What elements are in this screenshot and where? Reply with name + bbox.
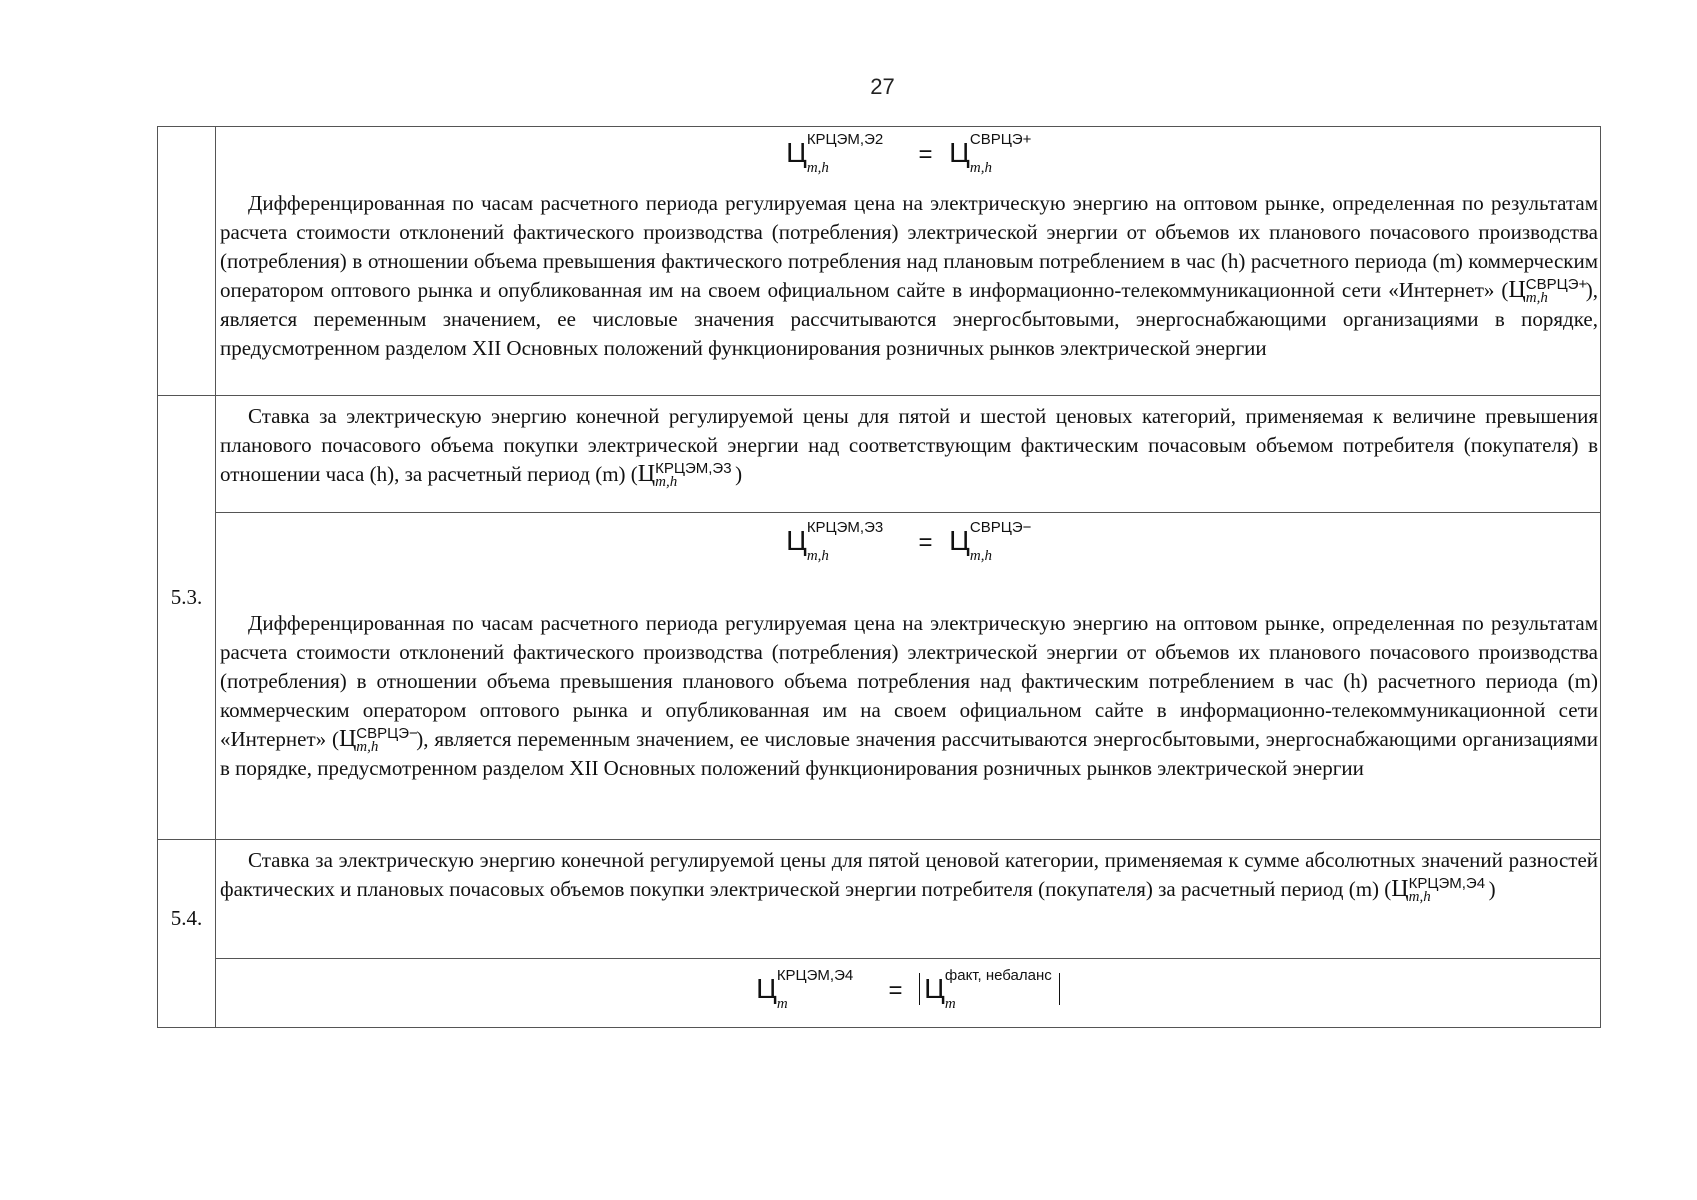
paragraph: Дифференцированная по часам расчетного периода регулируемая цена на электрическую энергию на оптовом рынке, определенная по результатам расчета стоимости отклонений фактического производства (потребления) электрической энергии от объемов их планового почасового производства (потребления) в отношении объема превышения планового объема потребления над фактическим потреблением в час (h) расчетного периода (m) коммерческим оператором оптового рынка и опубликованная им на своем официальном сайте в информационно-телекоммуникационной сети «Интернет» (Ц СВРЦЭ− m,h ), является переменным значением, ее числовые значения рассчитываются энергосбытовыми, энергоснабжающими организациями в порядке, предусмотренном разделом XII Основных положений функционирования розничных рынков электрической энергии <box>220 611 1598 780</box>
row-number-cell <box>158 127 216 396</box>
formula <box>216 959 1600 1012</box>
regulation-table <box>157 126 1601 1028</box>
content-cell <box>216 127 1601 396</box>
formula-left-symbol: Ц КРЦЭМ,Э4 m <box>756 967 854 1012</box>
formula-left-symbol: Ц КРЦЭМ,Э2 m,h <box>786 131 884 176</box>
formula <box>216 127 1600 176</box>
formula <box>216 513 1600 564</box>
formula-right-symbol: Ц СВРЦЭ− m,h <box>949 519 1032 564</box>
table-row <box>158 396 1601 513</box>
content-cell <box>216 396 1601 513</box>
table-row <box>158 840 1601 959</box>
paragraph: Дифференцированная по часам расчетного периода регулируемая цена на электрическую энергию на оптовом рынке, определенная по результатам расчета стоимости отклонений фактического производства (потребления) электрической энергии от объемов их планового почасового производства (потребления) в отношении объема превышения фактического потребления над плановым потреблением в час (h) расчетного периода (m) коммерческим оператором оптового рынка и опубликованная им на своем официальном сайте в информационно-телекоммуникационной сети «Интернет» (Ц СВРЦЭ+ m,h ), является переменным значением, ее числовые значения рассчитываются энергосбытовыми, энергоснабжающими организациями в порядке, предусмотренном разделом XII Основных положений функционирования розничных рынков электрической энергии <box>220 191 1598 360</box>
formula-right-symbol: Ц СВРЦЭ+ m,h <box>949 131 1032 176</box>
inline-symbol: Ц КРЦЭМ,Э4 m,h <box>1391 875 1486 905</box>
equals-sign: = <box>918 529 933 556</box>
table-row <box>158 127 1601 396</box>
inline-symbol: Ц КРЦЭМ,Э3 m,h <box>637 460 732 490</box>
row-number: 5.3. <box>158 396 216 840</box>
content-cell <box>216 959 1601 1028</box>
inline-symbol: Ц СВРЦЭ− m,h <box>338 725 418 755</box>
paragraph: Ставка за электрическую энергию конечной регулируемой цены для пятой ценовой категории, применяемая к сумме абсолютных значений разностей фактических и плановых почасовых объемов покупки электрической энергии потребителя (покупателя) за расчетный период (m) (Ц КРЦЭМ,Э4 m,h ) <box>220 848 1598 905</box>
content-cell <box>216 840 1601 959</box>
content-cell <box>216 513 1601 840</box>
formula-right-symbol: Ц факт, небаланс m <box>924 967 1052 1012</box>
table-row <box>158 513 1601 840</box>
paragraph: Ставка за электрическую энергию конечной регулируемой цены для пятой и шестой ценовых категорий, применяемая к величине превышения планового почасового объема покупки электрической энергии над соответствующим фактическим почасовым объемом потребителя (покупателя) в отношении часа (h), за расчетный период (m) (Ц КРЦЭМ,Э3 m,h ) <box>220 404 1598 490</box>
inline-symbol: Ц СВРЦЭ+ m,h <box>1508 276 1588 306</box>
equals-sign: = <box>918 141 933 168</box>
absolute-value-bars <box>919 967 1060 1012</box>
equals-sign: = <box>888 977 903 1004</box>
page-number: 27 <box>870 74 895 99</box>
table-row <box>158 959 1601 1028</box>
formula-left-symbol: Ц КРЦЭМ,Э3 m,h <box>786 519 884 564</box>
row-number: 5.4. <box>158 840 216 1028</box>
